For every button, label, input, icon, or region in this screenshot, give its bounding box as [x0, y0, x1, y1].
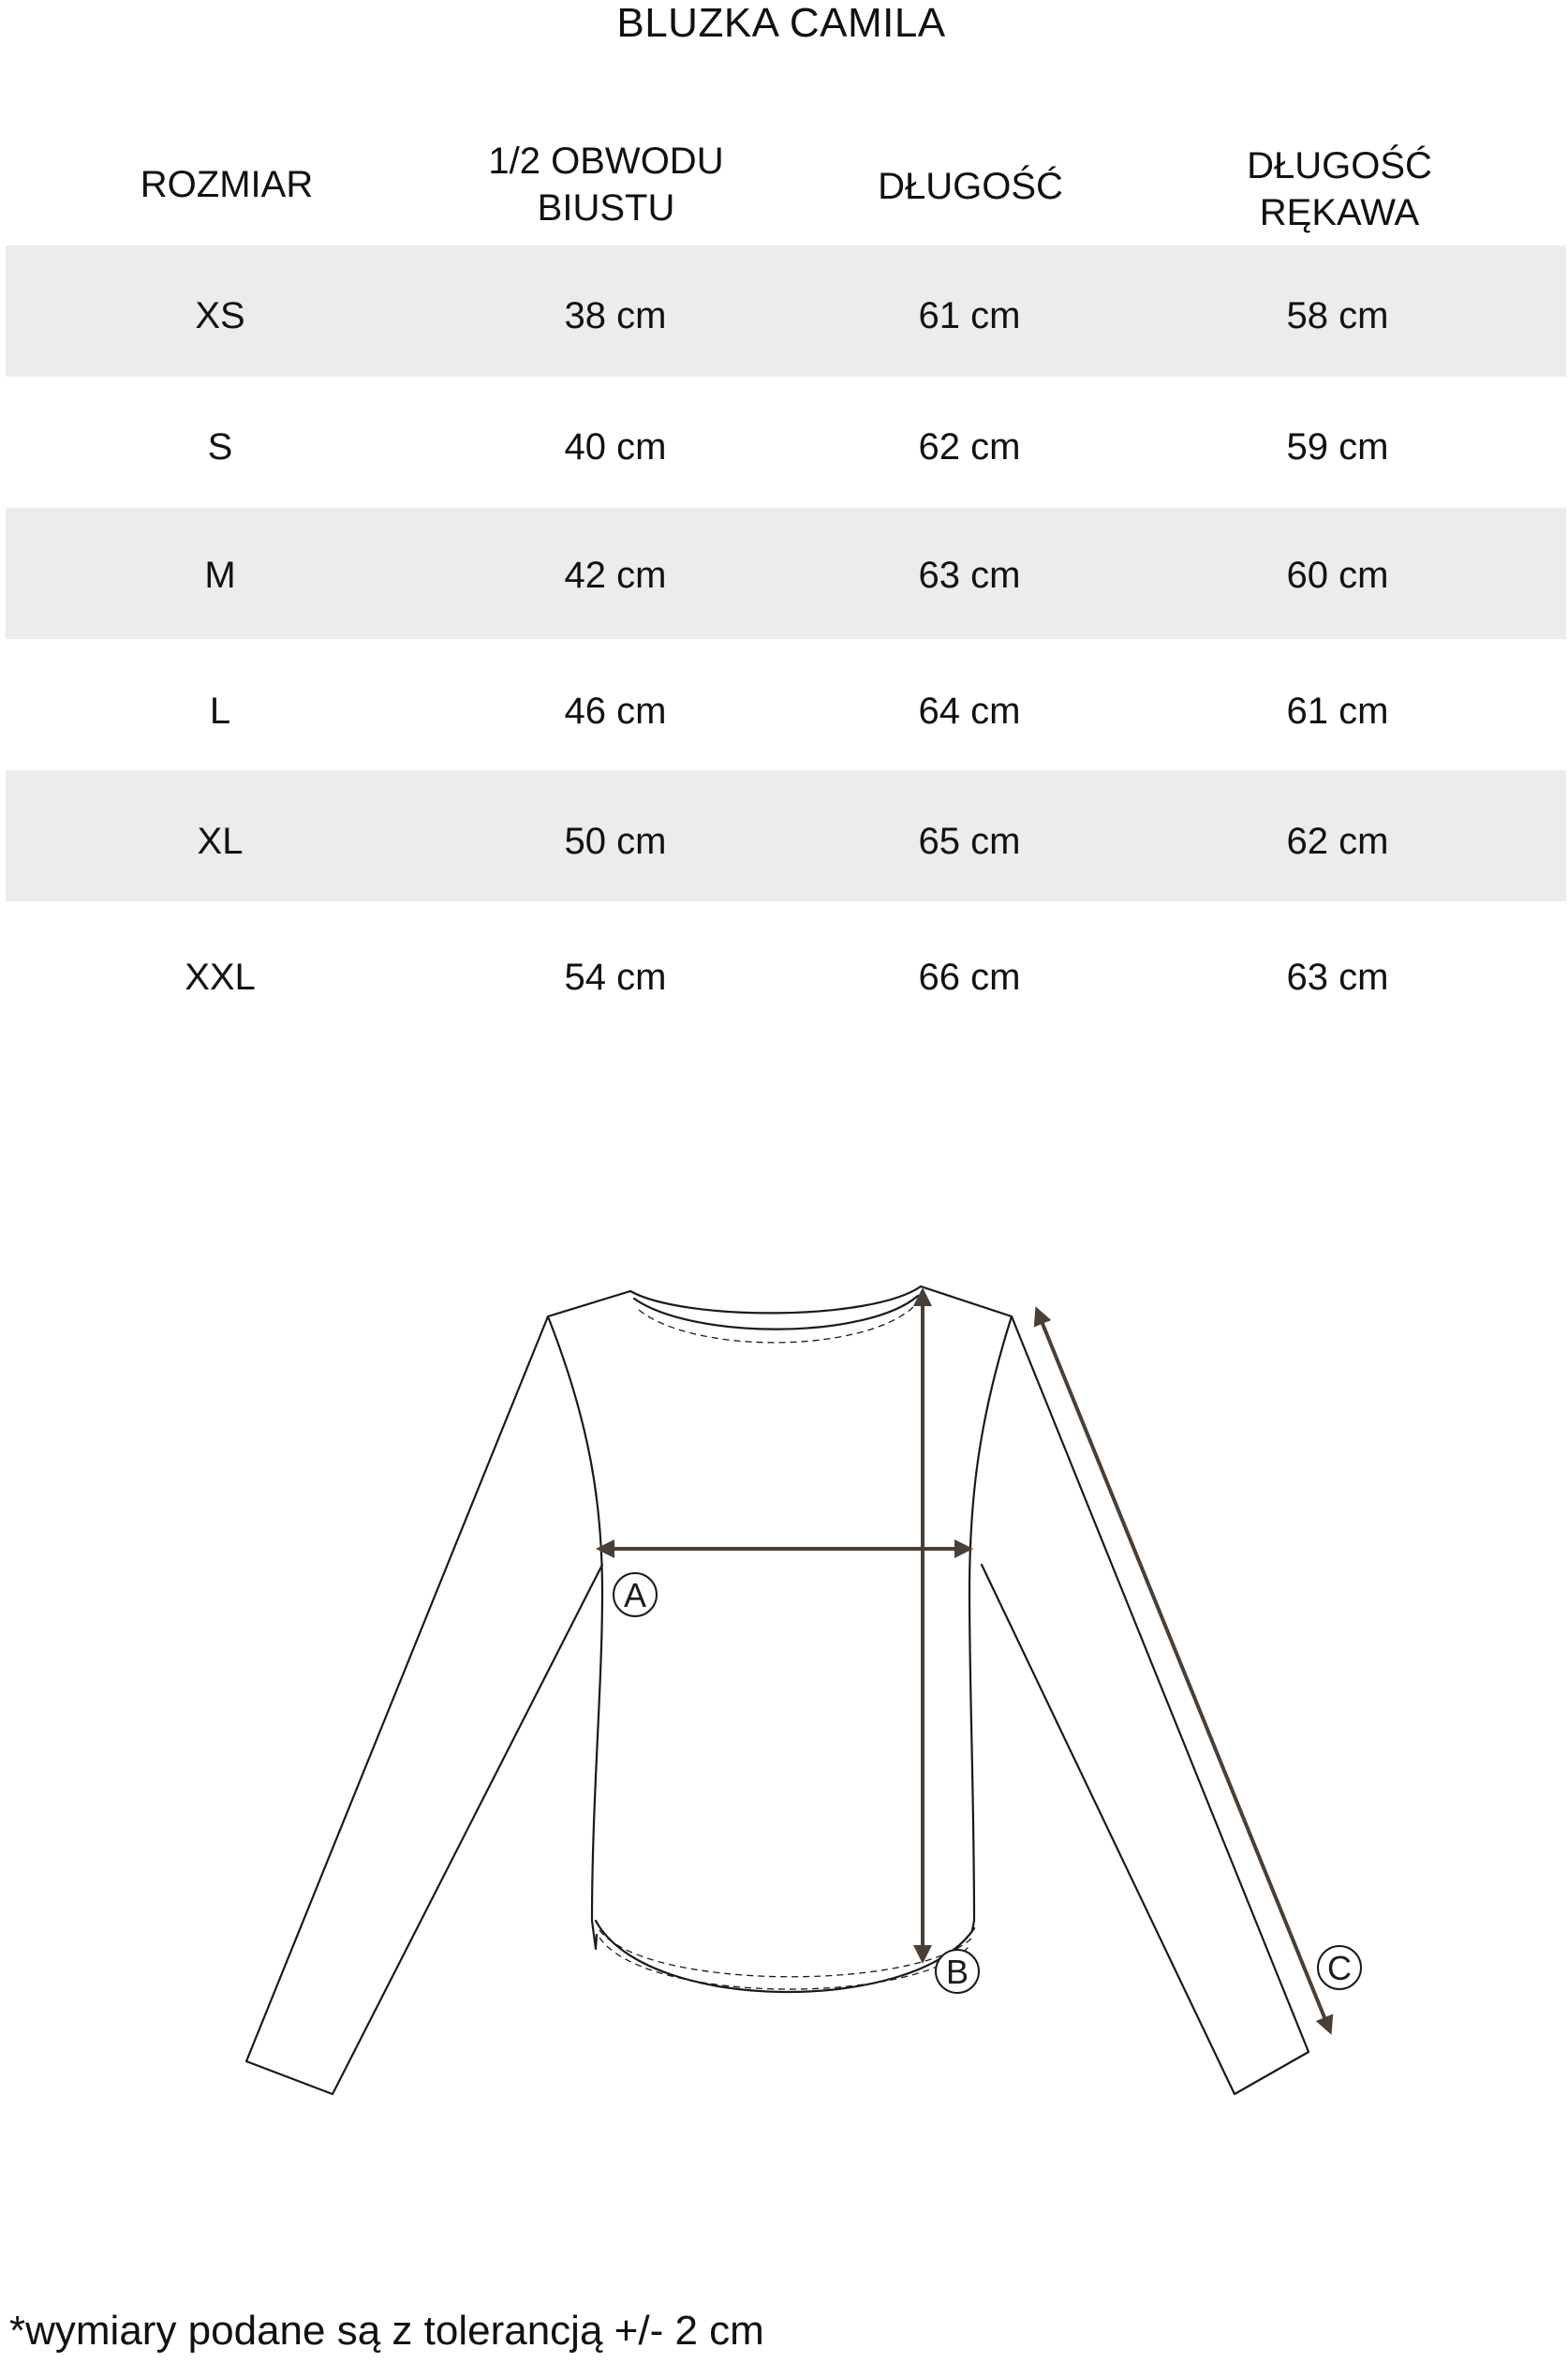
neckline-outer — [630, 1286, 921, 1313]
size-cell: XXL — [185, 957, 256, 998]
label-c — [1318, 1946, 1361, 1989]
bust-cell: 46 cm — [564, 691, 667, 732]
header-length: DŁUGOŚĆ — [878, 166, 1063, 207]
length-cell: 66 cm — [918, 957, 1021, 998]
size-cell: M — [204, 555, 236, 596]
sleeve-cell: 61 cm — [1286, 691, 1389, 732]
sleeve-cell: 62 cm — [1286, 821, 1389, 862]
bust-cell: 54 cm — [564, 957, 667, 998]
sleeve-cell: 63 cm — [1286, 957, 1389, 998]
left-body-outline — [548, 1291, 630, 1949]
length-cell: 65 cm — [918, 821, 1021, 862]
page-title: BLUZKA CAMILA — [616, 0, 946, 46]
length-cell: 61 cm — [918, 295, 1021, 336]
bust-cell: 38 cm — [564, 295, 667, 336]
bust-cell: 42 cm — [564, 555, 667, 596]
header-sleeve-length: DŁUGOŚĆ RĘKAWA — [1247, 145, 1432, 233]
right-body-outline — [921, 1286, 1012, 1930]
tolerance-footnote: *wymiary podane są z tolerancją +/- 2 cm — [9, 2308, 764, 2354]
measurement-arrows — [599, 1291, 1330, 2031]
bust-cell: 40 cm — [564, 426, 667, 468]
label-b-text: B — [945, 1953, 969, 1991]
length-cell: 64 cm — [918, 691, 1021, 732]
label-b — [936, 1950, 979, 1993]
length-cell: 63 cm — [918, 555, 1021, 596]
size-cell: S — [207, 426, 233, 468]
sleeve-cell: 58 cm — [1286, 295, 1389, 336]
shirt-outline — [246, 1286, 1309, 2094]
left-sleeve-outline — [246, 1316, 602, 2094]
size-cell: XL — [197, 821, 244, 862]
stitch-lines — [599, 1307, 972, 1989]
arrow-c-sleeve — [1037, 1310, 1330, 2031]
length-cell: 62 cm — [918, 426, 1021, 468]
label-c-text: C — [1327, 1949, 1352, 1987]
hem-outline — [596, 1921, 974, 1992]
header-half-bust: 1/2 OBWODU BIUSTU — [488, 141, 724, 229]
label-a — [614, 1573, 657, 1616]
bust-cell: 50 cm — [564, 821, 667, 862]
right-sleeve-outline — [982, 1316, 1309, 2094]
size-cell: XS — [195, 295, 245, 336]
label-a-text: A — [623, 1576, 647, 1614]
sleeve-cell: 60 cm — [1286, 555, 1389, 596]
header-size: ROZMIAR — [140, 164, 314, 205]
size-cell: L — [209, 691, 231, 732]
sleeve-cell: 59 cm — [1286, 426, 1389, 468]
